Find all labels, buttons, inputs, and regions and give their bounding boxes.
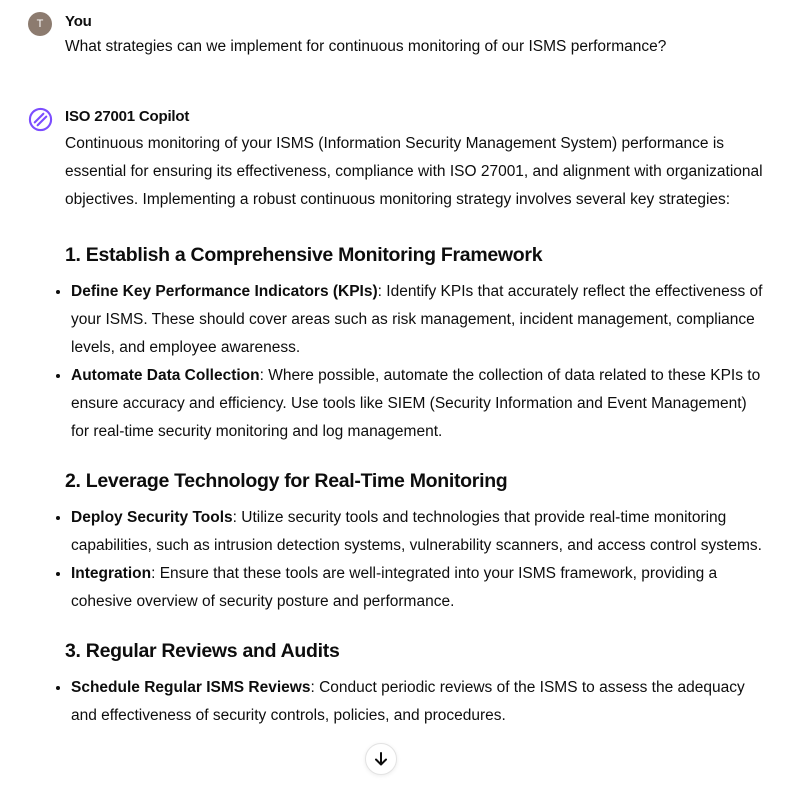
list-item-term: Integration	[71, 565, 152, 582]
list-item	[65, 278, 765, 362]
copilot-logo-icon	[28, 107, 53, 132]
list-item-text: : Where possible, automate the collection of data related to these KPIs to ensure accuracy and efficiency. Use tools like SIEM (Security Information and Event Management) for real-time security monitoring and log management.	[71, 367, 761, 440]
list-item	[65, 674, 765, 730]
user-avatar: T	[28, 12, 52, 36]
assistant-message	[28, 107, 768, 791]
list-item-term: Deploy Security Tools	[71, 509, 233, 526]
section-list	[65, 504, 765, 616]
list-item	[65, 504, 765, 560]
list-item-text: : Conduct periodic reviews of the ISMS to assess the adequacy and effectiveness of security controls, policies, and procedures.	[71, 679, 745, 724]
list-item-text: : Identify KPIs that accurately reflect the effectiveness of your ISMS. These should cover areas such as risk management, incident management, compliance levels, and employee awareness.	[71, 283, 763, 356]
scroll-to-bottom-button[interactable]	[365, 743, 397, 775]
list-item-term: Automate Data Collection	[71, 367, 260, 384]
section-list	[65, 278, 765, 446]
list-item	[65, 560, 765, 616]
list-item-term: Define Key Performance Indicators (KPIs)	[71, 283, 378, 300]
arrow-down-icon	[373, 751, 389, 767]
list-item	[65, 362, 765, 446]
section-heading: 3. Regular Reviews and Audits	[65, 640, 340, 662]
list-item-term: Schedule Regular ISMS Reviews	[71, 679, 311, 696]
list-item-text: : Utilize security tools and technologies that provide real-time monitoring capabilities, such as intrusion detection systems, vulnerability scanners, and access control systems.	[71, 509, 762, 554]
user-author-name: You	[65, 13, 92, 30]
section-heading: 1. Establish a Comprehensive Monitoring Framework	[65, 244, 543, 266]
section-heading: 2. Leverage Technology for Real-Time Monitoring	[65, 470, 508, 492]
intro-paragraph: Continuous monitoring of your ISMS (Information Security Management System) performance is essential for ensuring its effectiveness, compliance with ISO 27001, and alignment with organizational objectives. Implementing a robust continuous monitoring strategy involves several key strategies:	[65, 135, 763, 208]
assistant-message-body	[65, 130, 765, 750]
user-message-text: What strategies can we implement for continuous monitoring of our ISMS performance?	[65, 38, 667, 55]
user-message	[28, 12, 768, 62]
list-item-text: : Ensure that these tools are well-integrated into your ISMS framework, providing a cohesive overview of security posture and performance.	[71, 565, 718, 610]
assistant-author-name: ISO 27001 Copilot	[65, 108, 190, 125]
section-list	[65, 674, 765, 730]
